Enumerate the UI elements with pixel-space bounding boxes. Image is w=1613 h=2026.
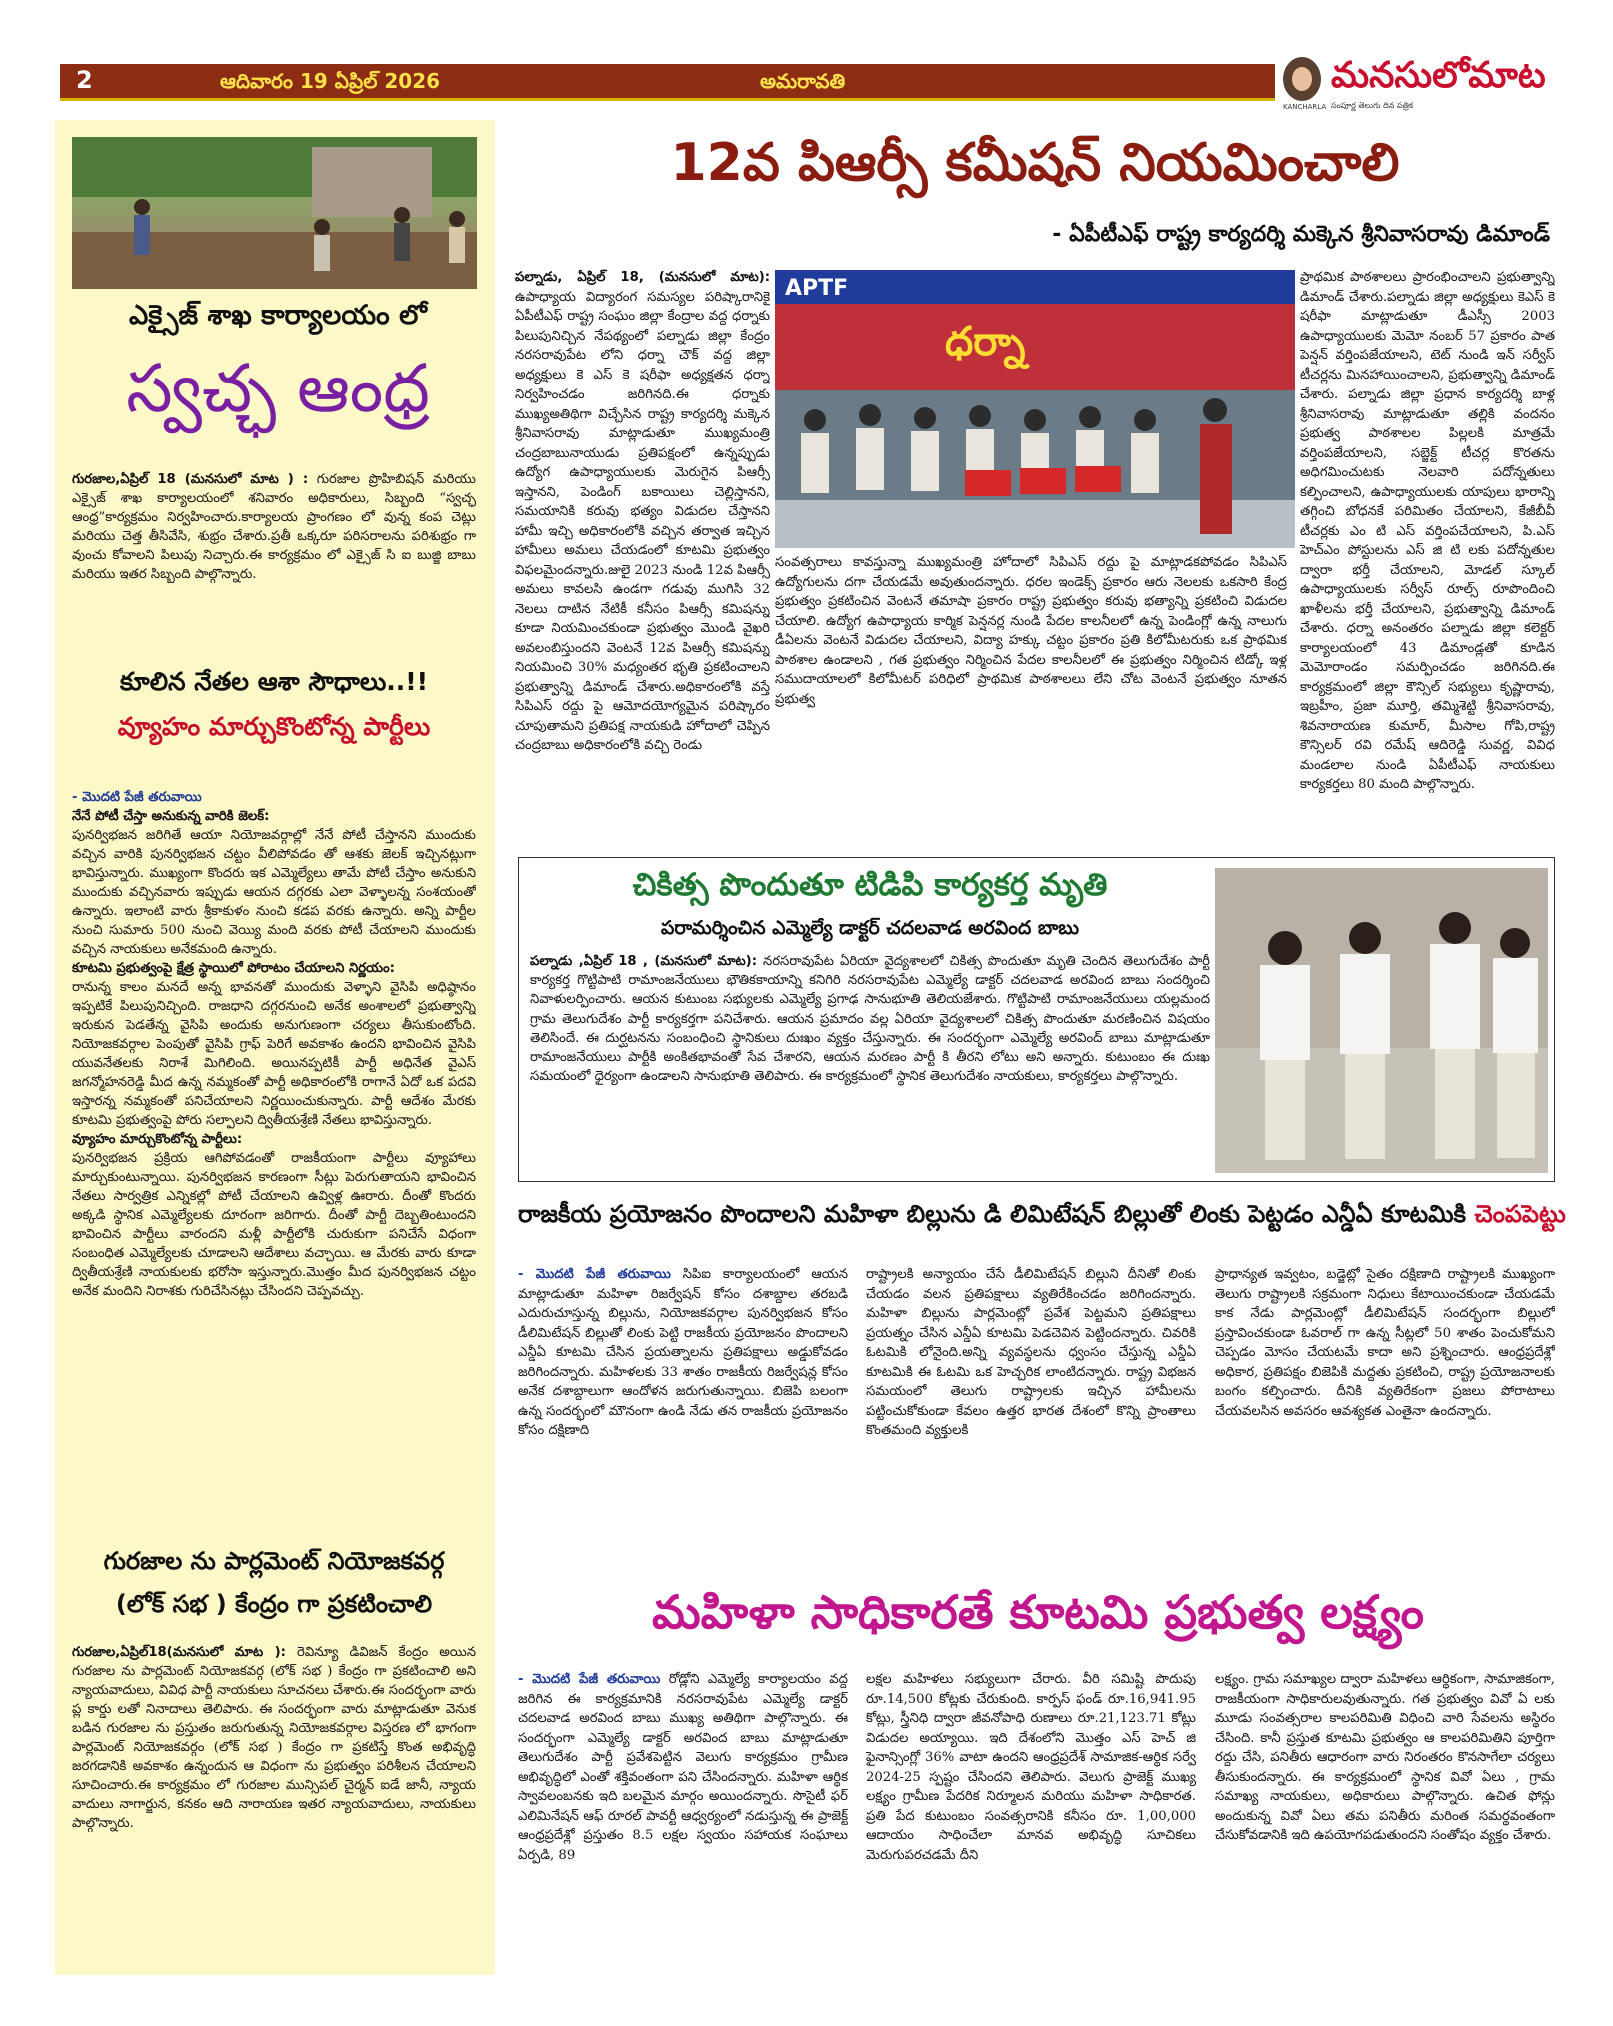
tdp-dateline: పల్నాడు ,ఏప్రిల్ 18 , (మనసులో మాట): <box>530 954 757 969</box>
women-bill-col1-text: సిపిఐ కార్యాలయంలో ఆయన మాట్లాడుతూ మహిళా రిజర్వేషన్ కోసం దశాబ్దాల తరబడి ఎదురుచూస్తున్న బిల్లును, నియోజకవర్గాల పునర్విభజన కోసం డీలిమిటేషన్ బిల్లుతో లింకు పెట్టి రాజకీయ ప్రయోజనం పొందాలని ఎన్డీఏ కూటమి చేసిన ప్రయత్నాలను ప్రతిపక్షాలు అడ్డుకోవడం జరిగిందన్నారు. మహిళలకు 33 శాతం రాజకీయ రిజర్వేషన్ల కోసం అనేక దశాబ్దాలుగా ఆందోళన జరుగుతున్నాయి. బిజెపి బలంగా ఉన్న సందర్భంలో మౌనంగా ఉండి నేడు తన రాజకీయ ప్రయోజనం కోసం దక్షిణాది <box>518 1267 848 1438</box>
fallen-leaders-sub2: కూటమి ప్రభుత్వంపై క్షేత్ర స్థాయిలో పోరాటం చేయాలని నిర్ణయం: <box>72 961 395 976</box>
lead-col1-text: ఉపాధ్యాయ విద్యారంగ సమస్యల పరిష్కారానికై ఏపీటీఎఫ్ రాష్ట్ర సంఘం జిల్లా కేంద్రాల వద్ద ధర్నాకు పిలుపునిచ్చిన నేపథ్యంలో పల్నాడు జిల్లా కేంద్రం నరసరావుపేట లోని ధర్నా చౌక్ వద్ద జిల్లా అధ్యక్షులు కె ఎస్ కె షరీఫా అధ్యక్షతన ధర్నా నిర్వహించడం జరిగినది.ఈ ధర్నాకు ముఖ్యఅతిథిగా విచ్చేసిన రాష్ట్ర కార్యదర్శి మక్కెన శ్రీనివాసరావు మాట్లాడుతూ ముఖ్యమంత్రి చంద్రబాబునాయుడు ప్రతిపక్షంలో ఉన్నప్పుడు ఉద్యోగ ఉపాధ్యాయులకు మెరుగైన పిఆర్సీ ఇస్తానని, పెండింగ్ బకాయిలు చెల్లిస్తానని, సమయానికి కరువు భత్యం విడుదల చేస్తానని హామీ ఇచ్చి అధికారంలోకి వచ్చిన తర్వాత ఇచ్చిన హామీలు అమలు చేయడంలో కూటమి ప్రభుత్వం విఫలమైందన్నారు.జులై 2023 నుండి 12వ పిఆర్సీ అమలు కావలసి ఉండగా గడువు ముగిసి 32 నెలలు దాటిన నేటికీ కనీసం పిఆర్సీ కమిషన్ను కూడా నియమించకుండా ప్రభుత్వం మొండి వైఖరి అవలంబిస్తుందని వెంటనే 12వ పిఆర్సీ కమిషన్ను నియమించి 30% మధ్యంతర భృతి ప్రకటించాలని ప్రభుత్వాన్ని డిమాండ్ చేశారు.అధికారంలోకి వస్తే సిపిఎస్ రద్దు పై ఆమోదయోగ్యమైన పరిష్కారం చూపుతామని ప్రతిపక్ష నాయకుడి హోదాలో చెప్పిన చంద్రబాబు అధికారంలోకి వచ్చి రెండు <box>515 289 770 753</box>
women-empower-continued: - మొదటి పేజీ తరువాయి <box>518 1672 661 1687</box>
edition-city: అమరావతి <box>760 69 846 93</box>
women-bill-col1 <box>518 1265 848 1575</box>
lead-col2: సంవత్సరాలు కావస్తున్నా ముఖ్యమంత్రి హోదాలో సిపిఎస్ రద్దు పై మాట్లాడకపోవడం సిపిఎస్ ఉద్యోగులను దగా చేయడమే అవుతుందన్నారు. ధరల ఇండెక్స్ ప్రకారం ఆరు నెలలకు ఒకసారి కేంద్ర ప్రభుత్వం ప్రకటించిన వెంటనే తమాషా ప్రకారం రాష్ట్ర ప్రభుత్వం కరువు భత్యాన్ని ప్రకటించి విడుదల చేయాలి. ఉద్యోగ ఉపాధ్యాయ కార్మిక పెన్షనర్ల నుండి పేదల కాలనీలలో ఉన్న పెండింగ్లో ఉన్న నాలుగు డీఏలను వెంటనే విడుదల చేయాలని, విద్యా హక్కు చట్టం ప్రకారం ప్రతి కిలోమీటరుకు ఒక ప్రాథమిక పాఠశాల ఉండాలని , గత ప్రభుత్వం నిర్మించిన పేదల కాలనీలలో ఈ ప్రభుత్వం నిర్మించిన టిడ్కో ఇళ్ల సముదాయాలలో కిలోమీటర్ పరిధిలో ప్రాథమిక పాఠశాలలు లేని చోట వెంటనే ప్రభుత్వం నూతన ప్రభుత్వ <box>775 555 1287 707</box>
women-bill-headline-red: చెంపపెట్టు <box>1474 1200 1566 1228</box>
women-bill-col2: రాష్ట్రాలకి అన్యాయం చేసే డీలిమిటేషన్ బిల్లుని దీనితో లింకు చేయడం వలన ప్రతిపక్షాలు వ్యతిరేకించడం జరిగిందన్నారు. మహిళా బిల్లును పార్లమెంట్లో ప్రవేశ పెట్టమని ప్రతిపక్షాలు ప్రయత్నం చేసిన ఎన్డీఏ కూటమి పెడచెవిన పెట్టిందన్నారు. చివరికి ఓటమికి లోనైంది.అన్ని వ్యవస్థలను ధ్వంసం చేస్తున్న ఎన్డీఏ కూటమికి ఈ ఓటమి ఒక హెచ్చరిక లాంటిదన్నారు. రాష్ట్ర విభజన సమయంలో తెలుగు రాష్ట్రాలకు ఇచ్చిన హామీలను పట్టించుకోకుండా కేవలం ఉత్తర భారత దేశంలో కొన్ని ప్రాంతాలు కొంతమంది వ్యక్తులకి <box>866 1267 1196 1438</box>
tdp-subhead: పరామర్శించిన ఎమ్మెల్యే డాక్టర్ చదలవాడ అరవింద బాబు <box>660 917 1080 939</box>
tdp-body-text: నరసరావుపేట ఏరియా వైద్యశాలలో చికిత్స పొందుతూ మృతి చెందిన తెలుగుదేశం పార్టీ కార్యకర్త గొట్టిపాటి రామాంజనేయులు భౌతికకాయాన్ని కనిగిరి నరసరావుపేట ఎమ్మెల్యే డాక్టర్ చదలవాడ అరవింద బాబు సందర్శించి నివాళులర్పించారు. ఆయన కుటుంబ సభ్యులకు ఎమ్మెల్యే ప్రగాఢ సానుభూతి తెలియజేశారు. గొట్టిపాటి రామాంజనేయులు యల్లమంద గ్రామ తెలుగుదేశం పార్టీ కార్యకర్తగా పనిచేశారు. ఆయన ప్రమాదం వల్ల ఏరియా వైద్యశాలలో చికిత్స పొందుతూ మరణించిన విషయం తెలిసిందే. ఈ దుర్ఘటనను సంబంధించి స్థానికులు దుఃఖం వ్యక్తం చేస్తున్నారు. ఈ సందర్భంగా ఎమ్మెల్యే అరవింద్ బాబు మాట్లాడుతూ రామాంజనేయులు పార్టీకి అంకితభావంతో సేవ చేశారని, ఆయన మరణం పార్టీ కి తీరని లోటు అని అన్నారు. కుటుంబం ఈ దుఃఖ సమయంలో ధైర్యంగా ఉండాలని సానుభూతి తెలిపారు. ఈ కార్యక్రమంలో స్థానిక తెలుగుదేశం నాయకులు, కార్యకర్తలు పాల్గొన్నారు. <box>530 954 1210 1085</box>
gurajala-headline-line1: గురజాల ను పార్లమెంట్ నియోజకవర్గ <box>103 1547 445 1575</box>
excise-headline: స్వచ్ఛ ఆంధ్ర <box>126 350 430 427</box>
gurajala-dateline: గురజాల,ఏప్రిల్18(మనసులో మాట ): <box>72 1645 286 1660</box>
lead-col1 <box>515 268 770 833</box>
women-bill-headline <box>518 1200 1566 1234</box>
excise-kicker: ఎక్సైజ్ శాఖ కార్యాలయం లో <box>129 300 427 331</box>
tdp-body <box>530 952 1210 1172</box>
mla-visit-photo <box>1215 868 1548 1173</box>
women-empower-col3: లక్ష్యం. గ్రామ సమాఖ్యల ద్వారా మహిళలు ఆర్థికంగా, సామాజికంగా, రాజకీయంగా సాధికారులవుతున్నారు. గత ప్రభుత్వం వివో ఏ లకు మూడు సంవత్సరాల కాలపరిమితి విధించి వారి సేవలను అస్థిరం చేసింది. కానీ ప్రస్తుత కూటమి ప్రభుత్వం ఆ కాలపరిమితిని పూర్తిగా రద్దు చేసి, పనితీరు ఆధారంగా వారు నిరంతరం కొనసాగేలా చర్యలు తీసుకుందన్నారు. ఈ కార్యక్రమంలో స్థానిక వివో ఏలు , గ్రామ సమాఖ్య నాయకులు, అధికారులు పాల్గొన్నారు. ఉచిత ఫోన్లు అందుకున్న వివో ఏలు తమ పనితీరు మరింత సమర్థవంతంగా చేసుకోవడానికి ఇది ఉపయోగపడుతుందని సంతోషం వ్యక్తం చేశారు. <box>1215 1672 1555 1843</box>
excise-story-body <box>72 470 476 640</box>
logo-caption-name: KANCHARLA <box>1283 103 1327 111</box>
newspaper-tagline: సంపూర్ణ తెలుగు దిన పత్రిక <box>1331 101 1413 110</box>
excise-dateline: గురజాల,ఏప్రిల్ 18 (మనసులో మాట ) : <box>72 472 309 487</box>
women-bill-col3: ప్రాధాన్యత ఇవ్వటం, బడ్జెట్లో సైతం దక్షిణాది రాష్ట్రాలకి ముఖ్యంగా తెలుగు రాష్ట్రాలకి సక్రమంగా నిధులు కేటాయించకుండా చేయడమే కాక నేడు పార్లమెంట్లో డీలిమిటేషన్ సందర్భంగా బిల్లులో ప్రస్తావించకుండా ఓవరాల్ గా ఉన్న సీట్లలో 50 శాతం పెంచుకోమని చెప్పడం మోసం చేయటమే కాదా అని ప్రశ్నించారు. ఆంధ్రప్రదేశ్లో అధికార, ప్రతిపక్షం బిజెపికి మద్దతు ప్రకటించి, రాష్ట్ర ప్రయోజనాలకు బంగం కల్పించారు. దీనికి వ్యతిరేకంగా ప్రజలు పోరాటాలు చేయవలసిన అవసరం ఆవశ్యకత ఎంతైనా ఉందన్నారు. <box>1215 1267 1555 1419</box>
fallen-leaders-sub3: వ్యూహం మార్చుకొంటోన్న పార్టీలు: <box>72 1132 243 1147</box>
continued-marker: - మొదటి పేజీ తరువాయి <box>72 790 202 805</box>
fallen-leaders-sub1: నేనే పోటీ చేస్తా అనుకున్న వారికి జెలక్: <box>72 809 270 824</box>
issue-date: ఆదివారం 19 ఏప్రిల్ 2026 <box>220 69 441 93</box>
parties-strategy-headline: వ్యూహం మార్చుకొంటోన్న పార్టీలు <box>117 712 431 741</box>
lead-headline: 12వ పిఆర్సీ కమీషన్ నియమించాలి <box>670 133 1400 193</box>
gurajala-story-body <box>72 1643 476 1963</box>
women-empower-col2: లక్షల మహిళలు సభ్యులుగా చేరారు. వీరి సమిష్టి పొదుపు రూ.14,500 కోట్లకు చేరుకుంది. కార్పస్ ఫండ్ రూ.16,941.95 కోట్లు, స్త్రీనిధి ద్వారా జీవనోపాధి రుణాలు రూ.21,123.71 కోట్లు విడుదల అయ్యాయి. ఇది దేశంలోని మొత్తం ఎస్ హెచ్ జి ఫైనాన్సింగ్లో 36% వాటా ఉందని ఆంధ్రప్రదేశ్ సామాజిక-ఆర్థిక సర్వే 2024-25 స్పష్టం చేసిందని తెలిపారు. వెలుగు ప్రాజెక్ట్ ముఖ్య లక్ష్యం గ్రామీణ పేదరిక నిర్మూలన మరియు మహిళా సాధికారత. ప్రతి పేద కుటుంబం సంవత్సరానికి కనీసం రూ. 1,00,000 ఆదాయం సాధించేలా మానవ అభివృద్ధి సూచికలు మెరుగుపరచడమే దీని <box>866 1672 1196 1863</box>
dharna-banner-text: APTF <box>785 276 849 301</box>
masthead-logo <box>1283 55 1553 115</box>
lead-subhead: - ఏపీటీఎఫ్ రాష్ట్ర కార్యదర్శి మక్కెన శ్రీనివాసరావు డిమాండ్ <box>1052 222 1550 247</box>
mla-visit-illustration <box>1215 868 1548 1173</box>
page-number: 2 <box>76 66 93 94</box>
newspaper-name: మనసులోమాట <box>1331 55 1546 96</box>
founder-portrait-icon <box>1283 57 1321 101</box>
women-empower-col1-text: రోడ్లోని ఎమ్మెల్యే కార్యాలయం వద్ద జరిగిన ఈ కార్యక్రమానికి నరసరావుపేట ఎమ్మెల్యే డాక్టర్ చదలవాడ అరవింద బాబు ముఖ్య అతిథిగా పాల్గొన్నారు. ఈ సందర్భంగా ఎమ్మెల్యే డాక్టర్ అరవింద బాబు మాట్లాడుతూ తెలుగుదేశం పార్టీ ప్రవేశపెట్టిన వెలుగు కార్యక్రమం గ్రామీణ అభివృద్ధిలో ఎంతో శక్తివంతంగా పని చేసిందన్నారు. మహిళా ఆర్థిక స్వావలంబనకు ఇది బలమైన మార్గం అయిందన్నారు. సొసైటీ ఫర్ ఎలిమినేషన్ ఆఫ్ రూరల్ పావర్టీ ఆధ్వర్యంలో నడుస్తున్న ఈ ప్రాజెక్ట్ ఆంధ్రప్రదేశ్లో ప్రస్తుతం 8.5 లక్షల స్వయం సహాయక సంఘాలు ఏర్పడి, 89 <box>518 1672 848 1863</box>
dharna-placard-text: ధర్నా <box>945 319 1026 365</box>
women-empower-headline: మహిళా సాధికారతే కూటమి ప్రభుత్వ లక్ష్యం <box>652 1585 1424 1639</box>
excise-body-text: గురజాల ప్రొహిబిషన్ మరియు ఎక్సైజ్ శాఖ కార్యాలయంలో శనివారం అధికారులు, సిబ్బంది “స్వచ్ఛ ఆంధ్ర”కార్యక్రమం నిర్వహించారు.కార్యాలయ ప్రాంగణం లో వున్న కంప చెట్లు మరియు చెత్త తీసివేసి, శుభ్రం చేశారు.ప్రతీ ఒక్కరూ పరిసరాలను పరిశుభ్రం గా వుంచు కోవాలని పిలుపు నిచ్చారు.ఈ కార్యక్రమం లో ఎక్సైజ్ సి ఐ బుజ్జి బాబు మరియు ఇతర సిబ్బంది పాల్గొన్నారు. <box>72 472 476 582</box>
fallen-leaders-para2: రానున్న కాలం మనదే అన్న భావనతో ముందుకు వెళ్ళాని వైసిపి అధిష్ఠానం ఇప్పటికే పిలుపునిచ్చింది. రాజధాని దగ్గరనుంచి అనేక అంశాలలో ప్రభుత్వాన్ని ఇరుకున పెడతేన్న వైసిపి అందుకు అనుగుణంగా చర్యలు తీసుకుంటోంది. నియోజకవర్గాల పెంపుతో వైసిపి గ్రాఫ్ పెరిగే అవకాశం ఉందని భావించిన వైసిపి యువనేతలకు నిరాశే మిగిలింది. అయినప్పటికీ పార్టీ అధినేత వైఎస్ జగన్మోహనరెడ్డి మీద ఉన్న నమ్మకంతో పార్టీ అధికారంలోకి రాగానే ఏదో ఒక పదవి ఇస్తారన్న నమ్మకంతో పనిచేయాలని నిర్ణయించుకున్నారు. పార్టీ ఆదేశం మేరకు కూటమి ప్రభుత్వంపై పోరు సల్పాలని ద్వితీయశ్రేణి నేతలు భావిస్తున్నారు. <box>72 980 476 1128</box>
fallen-leaders-body <box>72 788 476 1598</box>
fallen-leaders-headline: కూలిన నేతల ఆశా సౌధాలు..!! <box>119 667 429 696</box>
aptf-dharna-photo <box>775 270 1295 548</box>
lead-dateline: పల్నాడు, ఏప్రిల్ 18, (మనసులో మాట): <box>515 270 770 285</box>
lead-col3: ప్రాథమిక పాఠశాలలు ప్రారంభించాలని ప్రభుత్వాన్ని డిమాండ్ చేశారు.పల్నాడు జిల్లా అధ్యక్షులు కెఎస్ కె షరీఫా మాట్లాడుతూ డీఎస్సీ 2003 ఉపాధ్యాయులకు మెమో నంబర్ 57 ప్రకారం పాత పెన్షన్ వర్తింపజేయాలని, టెట్ నుండి ఇన్ సర్వీస్ టీచర్లను మినహాయించాలని, ప్రభుత్వాన్ని డిమాండ్ చేశారు. పల్నాడు జిల్లా ప్రధాన కార్యదర్శి బాళ్ల శ్రీనివాసరావు మాట్లాడుతూ తల్లికి వందనం ప్రభుత్వ పాఠశాలల పిల్లలకి మాత్రమే వర్తింపజేయాలని, సబ్జెక్ట్ టీచర్ల కొరతను అధిగమించుటకు నెలవారి పదోన్నతులు కల్పించాలని, ఉపాధ్యాయులకు యాపులు భారాన్ని తగ్గించి బోధనకే పరిమితం చేయాలని, కేజీబీవీ టీచర్లకు ఎం టి ఎస్ వర్తింపచేయాలని, పి.ఎస్ హెచ్ఎం పోస్టులను ఎస్ జి టి లకు పదోన్నతుల ద్వారా భర్తీ చేయాలని, మోడల్ స్కూల్ ఉపాధ్యాయులకు సర్వీస్ రూల్స్ రూపొందించి ఖాళీలను భర్తీ చేయాలని, ప్రభుత్వాన్ని డిమాండ్ చేశారు. ధర్నా అనంతరం పల్నాడు జిల్లా కలెక్టర్ కార్యాలయంలో 43 డిమాండ్లతో కూడిన మెమోరాండం సమర్పించడం జరిగినది.ఈ కార్యక్రమంలో జిల్లా కౌన్సిల్ సభ్యులు కృష్ణారావు, ఇబ్రహీం, ప్రజా మూర్తి, తమ్మిశెట్టి శ్రీనివాసరావు, శివనారాయణ కుమార్, మీసాల గోపి,రాష్ట్ర కౌన్సిలర్ రవి రమేష్ ఆదిరెడ్డి సువర్ణ, వివిధ మండలాల నుండి ఏపీటీఎఫ్ నాయకులు కార్యకర్తలు 80 మంది పాల్గొన్నారు. <box>1300 270 1555 792</box>
fallen-leaders-para3: పునర్విభజన ప్రక్రియ ఆగిపోవడంతో రాజకీయంగా పార్టీలు వ్యూహాలు మార్చుకుంటున్నాయి. పునర్విభజన కారణంగా సీట్లు పెరుగుతాయని భావించిన నేతలు సార్వత్రిక ఎన్నికల్లో పోటీ చేయాలని ఉవ్విళ్ల ఊరారు. దీంతో కొందరు అక్కడి స్థానిక ఎమ్మెల్యేలకు దూరంగా జరిగారు. దీంతో పార్టీ దెబ్బతింటుందని భావించిన పార్టీలు వారందని మళ్లీ పార్టీలోకి చురుకుగా పనిచేసే విధంగా సంబంధిత ఎమ్మెల్యేలకు చూడాలని ఆదేశాలు వచ్చాయి. ఆ మేరకు వారు కూడా ద్వితీయశ్రేణి నాయకులకు భరోసా ఇస్తున్నారు.మొత్తం మీద పునర్విభజన చట్టం అనేక మందిని నిరాశకు గురిచేసినట్లు చేసిందని చెప్పవచ్చు. <box>72 1151 476 1299</box>
newspaper-name-highlight: మాట <box>1468 55 1546 96</box>
women-bill-headline-main: రాజకీయ ప్రయోజనం పొందాలని మహిళా బిల్లును డి లిమిటేషన్ బిల్లుతో లింకు పెట్టడం ఎన్డీఏ కూటమికి <box>518 1200 1467 1228</box>
gurajala-headline-line2: (లోక్ సభ ) కేంద్రం గా ప్రకటించాలి <box>115 1590 433 1618</box>
women-empower-col1 <box>518 1670 848 1970</box>
gurajala-body-text: రెవిన్యూ డివిజన్ కేంద్రం అయిన గురజాల ను పార్లమెంట్ నియోజకవర్గ (లోక్ సభ ) కేంద్రం గా ప్రకటించాలి అని న్యాయవాదులు, వివిధ పార్టీ నాయకులు సూచనలు చేశారు.ఈ సందర్భంగా వారు ప్ల కార్డు లతో నినాదాలు తెలిపారు. ఈ సందర్భంగా వారు మాట్లాడుతూ వెనుక బడిన గురజాల ను ప్రస్తుతం జరుగుతున్న నియోజకవర్గాల విస్తరణ లో భాగంగా పార్లమెంట్ నియోజకవర్గం (లోక్ సభ ) కేంద్రం గా ప్రకటిస్తే కొంత అభివృద్ధి జరగడానికి అవకాశం ఉన్నందున ఆ విధంగా ను ప్రభుత్వం పరిశీలన చేయాలని సూచించారు.ఈ కార్యక్రమం లో గురజాల మున్సిపల్ చైర్మన్ ఐడే జానీ, న్యాయ వాదులు నాగార్జున, కనకం ఆది నారాయణ ఇతర న్యాయవాదులు, నాయకులు పాల్గొన్నారు. <box>72 1645 476 1831</box>
page-header-bar <box>60 64 1275 101</box>
women-bill-continued: - మొదటి పేజీ తరువాయి <box>518 1267 671 1282</box>
fallen-leaders-para1: పునర్విభజన జరిగితే ఆయా నియోజవర్గాల్లో నేనే పోటీ చేస్తానని ముందుకు వచ్చిన వారికి పునర్విభజన చట్టం వీలిపోవడం తో ఆశకు జెలక్ ఇచ్చినట్లుగా భావిస్తున్నారు. ముఖ్యంగా కొందరు ఇక ఎమ్మెల్యేలు తామే పోటీ చేస్తాం అనుకుని ముందుకు వచ్చినవారు ఇప్పుడు ఆయన దగ్గరకు ఎలా వెళ్ళాలన్న సంశయంతో ఉన్నారు. ఇలాంటి వారు శ్రీకాకుళం నుంచి కడప వరకు ఉన్నారు. అన్ని పార్టీల నుంచి సుమారు 500 నుంచి వెయ్యి మంది వరకు పోటీ చేయాలని ముందుకు వచ్చిన నాయకులు అనేకమంది ఉన్నారు. <box>72 828 476 957</box>
dharna-scene-illustration <box>775 270 1295 548</box>
excise-office-photo <box>72 137 477 289</box>
cleaning-scene-illustration <box>72 137 477 289</box>
tdp-headline: చికిత్స పొందుతూ టిడిపి కార్యకర్త మృతి <box>632 867 1108 903</box>
